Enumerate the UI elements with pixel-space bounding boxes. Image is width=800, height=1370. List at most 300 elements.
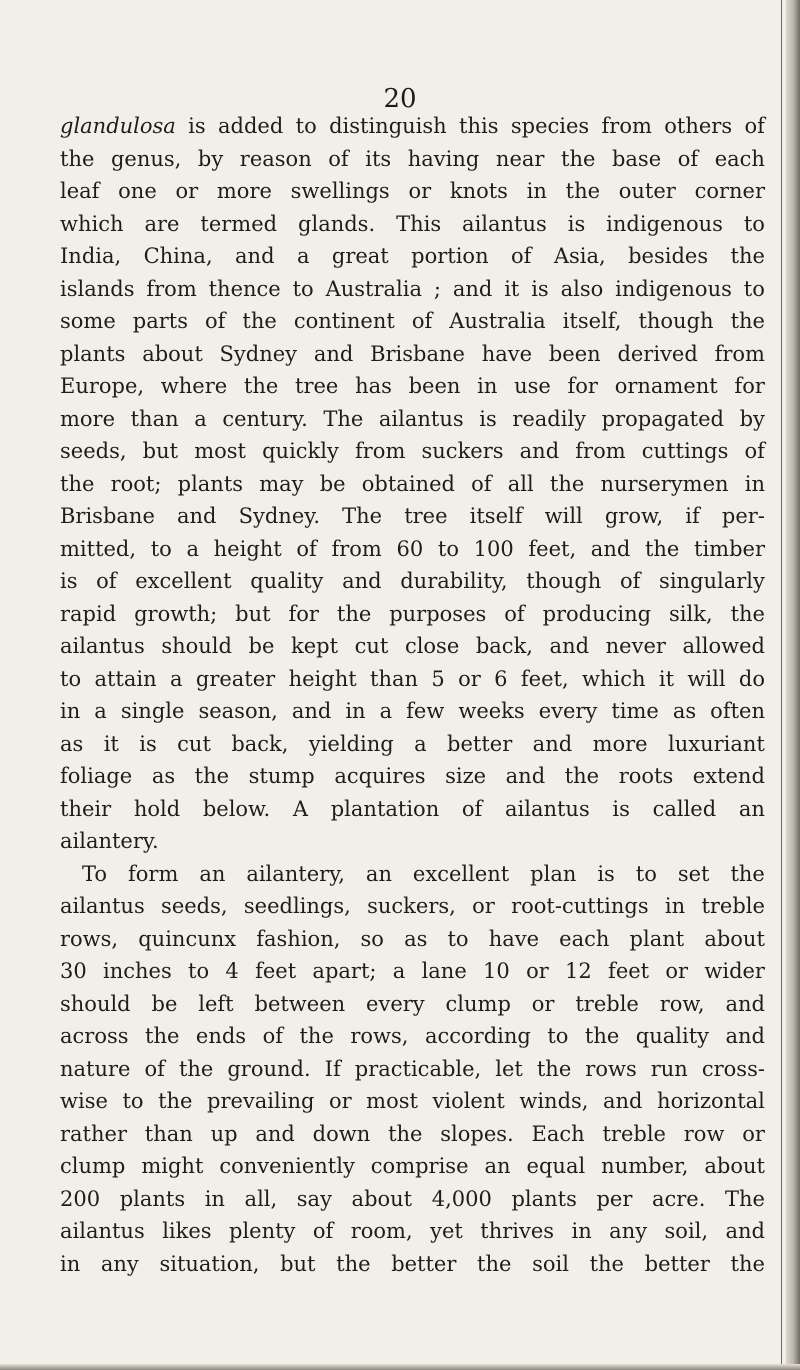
word: each bbox=[559, 926, 610, 951]
word: for bbox=[567, 374, 598, 398]
word: feet, bbox=[528, 536, 577, 561]
word: is bbox=[479, 406, 497, 431]
word: the bbox=[158, 1089, 193, 1113]
word: to bbox=[743, 276, 765, 301]
word: is bbox=[531, 276, 549, 301]
word: seedlings, bbox=[243, 894, 351, 918]
word: of bbox=[744, 439, 765, 463]
word: stump bbox=[248, 764, 315, 788]
word: treble bbox=[701, 894, 765, 918]
word: Sydney bbox=[219, 341, 298, 366]
word: an bbox=[365, 861, 392, 886]
word: is bbox=[567, 211, 586, 236]
word: soil bbox=[532, 1251, 569, 1276]
word: be bbox=[319, 471, 346, 496]
text-line bbox=[60, 468, 765, 501]
text-line bbox=[60, 1020, 765, 1053]
word: in bbox=[744, 471, 765, 496]
word: use bbox=[514, 374, 551, 398]
word: from bbox=[146, 276, 197, 301]
word: cuttings bbox=[641, 439, 729, 463]
word: a bbox=[186, 536, 199, 561]
word: durability, bbox=[400, 569, 508, 593]
word: to bbox=[447, 926, 469, 951]
word: which bbox=[60, 211, 124, 236]
word: To bbox=[82, 861, 108, 886]
word: islands bbox=[60, 276, 135, 301]
word: hold bbox=[133, 796, 181, 821]
word: back, bbox=[231, 731, 289, 756]
word: allowed bbox=[682, 634, 765, 658]
word: and bbox=[549, 634, 590, 658]
word: plan bbox=[530, 861, 577, 886]
word: set bbox=[677, 861, 710, 886]
word: is bbox=[139, 731, 157, 756]
word: size bbox=[445, 764, 487, 788]
text-line bbox=[60, 1150, 765, 1183]
word: great bbox=[331, 244, 389, 268]
text-line bbox=[60, 728, 765, 761]
word: any bbox=[100, 1251, 139, 1276]
word: or bbox=[408, 179, 432, 203]
word: lane bbox=[421, 959, 467, 983]
word: the bbox=[561, 146, 596, 171]
word: or bbox=[328, 1089, 352, 1113]
text-line bbox=[60, 110, 765, 143]
word: a bbox=[379, 699, 393, 723]
word: species bbox=[510, 114, 590, 138]
text-line bbox=[60, 403, 765, 436]
word: plants bbox=[60, 341, 126, 366]
word: ends bbox=[195, 1024, 247, 1048]
word: from bbox=[575, 439, 626, 463]
word: the bbox=[565, 179, 601, 203]
word: never bbox=[605, 634, 666, 658]
word: so bbox=[360, 926, 384, 951]
text-line bbox=[60, 1053, 765, 1086]
text-line bbox=[60, 955, 765, 988]
word: distinguish bbox=[329, 114, 447, 138]
text-line bbox=[60, 890, 765, 923]
word: every bbox=[538, 699, 598, 723]
word: quality bbox=[250, 569, 324, 593]
word: quality bbox=[635, 1024, 710, 1048]
word: rows, bbox=[60, 926, 119, 951]
word: and bbox=[725, 1024, 765, 1048]
text-line bbox=[60, 1085, 765, 1118]
word: having bbox=[407, 146, 480, 171]
word: room, bbox=[350, 1219, 413, 1243]
word: better bbox=[644, 1251, 710, 1276]
word: about bbox=[351, 1186, 413, 1211]
word: in bbox=[526, 179, 547, 203]
italic-word: glandulosa bbox=[60, 114, 176, 138]
word: have bbox=[481, 341, 533, 366]
word: cut bbox=[354, 634, 389, 658]
word: wise bbox=[60, 1089, 108, 1113]
word: likes bbox=[162, 1219, 212, 1243]
word: have bbox=[488, 926, 540, 951]
word: the bbox=[730, 244, 765, 268]
word: but bbox=[280, 1251, 316, 1276]
word: of bbox=[511, 244, 532, 268]
text-line bbox=[60, 1248, 765, 1281]
word: back, bbox=[475, 634, 533, 658]
word: in bbox=[664, 894, 686, 918]
word: row, bbox=[659, 991, 705, 1016]
word: of bbox=[461, 796, 483, 821]
word: though bbox=[526, 569, 602, 593]
word: comprise bbox=[370, 1154, 469, 1178]
word: the bbox=[242, 309, 277, 333]
word: is bbox=[612, 796, 630, 821]
word: Sydney. bbox=[238, 504, 321, 528]
word: ornament bbox=[614, 374, 718, 398]
word: nature bbox=[60, 1056, 131, 1081]
word: winds, bbox=[519, 1089, 589, 1113]
word: others bbox=[664, 114, 733, 138]
word: rather bbox=[60, 1121, 127, 1146]
word: wider bbox=[704, 959, 765, 983]
text-line bbox=[60, 663, 765, 696]
text-line bbox=[60, 858, 765, 891]
word: ground. bbox=[227, 1056, 311, 1081]
word: and bbox=[505, 764, 546, 788]
word: of bbox=[411, 309, 433, 333]
word: the bbox=[178, 1056, 214, 1081]
word: the bbox=[60, 471, 95, 496]
word: down bbox=[312, 1121, 371, 1146]
word: let bbox=[495, 1056, 523, 1081]
text-line bbox=[60, 630, 765, 663]
word: than bbox=[130, 406, 179, 431]
word: The bbox=[725, 1186, 765, 1211]
word: should bbox=[60, 991, 131, 1016]
word: ailantery. bbox=[60, 829, 159, 853]
word: called bbox=[652, 796, 717, 821]
word: Asia, bbox=[553, 244, 606, 268]
word: its bbox=[365, 146, 392, 171]
word: genus, bbox=[110, 146, 182, 171]
word: reason bbox=[239, 146, 312, 171]
word: a bbox=[94, 699, 107, 723]
word: tree bbox=[295, 374, 339, 398]
word: the bbox=[388, 1121, 423, 1146]
word: to bbox=[292, 276, 314, 301]
word: horizontal bbox=[657, 1089, 765, 1113]
word: outer bbox=[618, 179, 676, 203]
word: up bbox=[210, 1121, 238, 1146]
word: their bbox=[60, 796, 112, 821]
word: or bbox=[458, 666, 481, 691]
word: root-cuttings bbox=[511, 894, 649, 918]
word: cut bbox=[177, 731, 211, 756]
word: prevailing bbox=[207, 1089, 315, 1113]
word: the bbox=[194, 764, 230, 788]
word: and bbox=[590, 536, 631, 561]
text-line bbox=[60, 825, 765, 858]
word: in bbox=[477, 374, 498, 398]
page-number: 20 bbox=[383, 84, 417, 114]
word: the bbox=[549, 471, 585, 496]
text-line bbox=[60, 143, 765, 176]
word: and bbox=[532, 731, 573, 756]
word: quickly bbox=[262, 439, 339, 463]
word: clump bbox=[445, 991, 511, 1016]
word: feet bbox=[255, 959, 297, 983]
word: the bbox=[536, 1056, 572, 1081]
word: or bbox=[665, 959, 689, 983]
word: from bbox=[355, 439, 406, 463]
word: plenty bbox=[229, 1219, 296, 1243]
word: situation, bbox=[159, 1251, 260, 1276]
word: form bbox=[127, 861, 179, 886]
word: corner bbox=[694, 179, 765, 203]
text-line bbox=[60, 793, 765, 826]
word: conveniently bbox=[219, 1154, 355, 1178]
word: the bbox=[145, 1024, 180, 1048]
page-edge-line bbox=[781, 0, 782, 1370]
word: as bbox=[60, 731, 84, 756]
word: the bbox=[60, 146, 95, 171]
word: if bbox=[685, 504, 700, 528]
word: the bbox=[730, 601, 765, 626]
word: weeks bbox=[458, 699, 525, 723]
word: and bbox=[177, 504, 217, 528]
word: be bbox=[151, 991, 178, 1016]
word: to bbox=[437, 536, 459, 561]
word: to bbox=[122, 1089, 144, 1113]
word: producing bbox=[542, 601, 652, 626]
word: ailantus bbox=[60, 634, 145, 658]
word: termed bbox=[200, 211, 278, 236]
word: Brisbane bbox=[370, 341, 465, 366]
word: in bbox=[60, 699, 81, 723]
word: of bbox=[504, 601, 525, 626]
body-text bbox=[60, 110, 765, 1280]
word: grow, bbox=[604, 504, 664, 528]
word: indigenous bbox=[606, 211, 723, 236]
word: or bbox=[531, 991, 555, 1016]
word: height bbox=[288, 666, 357, 691]
word: root; bbox=[110, 471, 162, 496]
word: Australia bbox=[325, 276, 422, 301]
word: obtained bbox=[361, 471, 455, 496]
text-line bbox=[60, 240, 765, 273]
word: time bbox=[611, 699, 659, 723]
word: or bbox=[742, 1121, 765, 1146]
word: from bbox=[601, 114, 652, 138]
page-edge-shadow bbox=[786, 0, 800, 1370]
word: any bbox=[609, 1219, 648, 1243]
word: a bbox=[296, 244, 310, 268]
word: of bbox=[144, 1056, 165, 1081]
word: 6 bbox=[494, 666, 508, 691]
word: in bbox=[571, 1219, 592, 1243]
word: purposes bbox=[389, 601, 487, 626]
word: of bbox=[677, 146, 699, 171]
word: by bbox=[739, 406, 765, 431]
word: 4 bbox=[225, 959, 239, 983]
word: most bbox=[366, 1089, 418, 1113]
word: Brisbane bbox=[60, 504, 155, 528]
word: ailantus bbox=[462, 211, 547, 236]
word: will bbox=[687, 666, 726, 691]
text-line bbox=[60, 565, 765, 598]
word: parts bbox=[132, 309, 188, 333]
word: or bbox=[472, 894, 495, 918]
word: base bbox=[611, 146, 662, 171]
text-line bbox=[60, 208, 765, 241]
word: according bbox=[424, 1024, 531, 1048]
word: indigenous bbox=[615, 276, 732, 301]
word: besides bbox=[628, 244, 709, 268]
word: below. bbox=[202, 796, 271, 821]
word: timber bbox=[694, 536, 765, 561]
word: a bbox=[169, 666, 183, 691]
word: plant bbox=[629, 926, 685, 951]
word: If bbox=[324, 1056, 341, 1081]
text-line bbox=[60, 370, 765, 403]
word: treble bbox=[602, 1121, 666, 1146]
word: but bbox=[142, 439, 179, 463]
word: is bbox=[188, 114, 206, 138]
word: nurserymen bbox=[600, 471, 729, 496]
word: Each bbox=[531, 1121, 585, 1146]
word: few bbox=[406, 699, 445, 723]
word: excellent bbox=[135, 569, 232, 593]
text-line bbox=[60, 1183, 765, 1216]
word: practicable, bbox=[354, 1056, 482, 1081]
word: glands. bbox=[298, 211, 376, 236]
word: as bbox=[151, 764, 176, 788]
text-line bbox=[60, 175, 765, 208]
word: 30 bbox=[60, 959, 87, 983]
word: feet bbox=[608, 959, 650, 983]
word: this bbox=[459, 114, 499, 138]
word: Australia bbox=[449, 309, 546, 333]
word: of bbox=[471, 471, 492, 496]
word: the bbox=[589, 1251, 624, 1276]
word: by bbox=[197, 146, 224, 171]
word: be bbox=[248, 634, 275, 658]
word: ailantus bbox=[378, 406, 464, 431]
word: clump bbox=[60, 1154, 126, 1178]
word: single bbox=[120, 699, 185, 723]
word: the bbox=[336, 601, 372, 626]
word: per- bbox=[721, 504, 765, 528]
word: close bbox=[404, 634, 460, 658]
word: has bbox=[355, 374, 392, 398]
word: roots bbox=[618, 764, 674, 788]
word: excellent bbox=[412, 861, 510, 886]
word: suckers, bbox=[367, 894, 456, 918]
word: a bbox=[194, 406, 207, 431]
word: foliage bbox=[60, 764, 133, 788]
word: the bbox=[336, 1251, 371, 1276]
word: are bbox=[144, 211, 180, 236]
word: knots bbox=[449, 179, 508, 203]
word: a bbox=[414, 731, 427, 756]
word: might bbox=[141, 1154, 204, 1178]
word: mitted, bbox=[60, 536, 137, 561]
word: more bbox=[592, 731, 648, 756]
word: and bbox=[235, 244, 275, 268]
word: better bbox=[447, 731, 513, 756]
word: of bbox=[96, 569, 117, 593]
word: The bbox=[342, 504, 383, 528]
word: portion bbox=[411, 244, 489, 268]
word: the bbox=[243, 374, 279, 398]
word: continent bbox=[293, 309, 395, 333]
word: in bbox=[204, 1186, 225, 1211]
text-line bbox=[60, 273, 765, 306]
word: of bbox=[296, 536, 317, 561]
word: the bbox=[730, 309, 765, 333]
word: tree bbox=[404, 504, 448, 528]
word: and bbox=[255, 1121, 295, 1146]
word: growth; bbox=[134, 601, 218, 626]
word: than bbox=[144, 1121, 193, 1146]
word: than bbox=[370, 666, 419, 691]
word: been bbox=[408, 374, 461, 398]
word: may bbox=[259, 471, 304, 496]
word: left bbox=[198, 991, 234, 1016]
word: season, bbox=[198, 699, 278, 723]
word: to bbox=[547, 1024, 569, 1048]
word: fashion, bbox=[256, 926, 341, 951]
word: This bbox=[396, 211, 442, 236]
word: and bbox=[725, 991, 765, 1016]
word: an bbox=[738, 796, 765, 821]
word: it bbox=[504, 276, 520, 301]
word: slopes. bbox=[440, 1121, 514, 1146]
word: which bbox=[582, 666, 646, 691]
word: acquires bbox=[334, 764, 426, 788]
word: seeds, bbox=[60, 439, 127, 463]
word: more bbox=[216, 179, 272, 203]
word: silk, bbox=[669, 601, 713, 626]
word: 100 bbox=[473, 536, 514, 561]
word: of bbox=[312, 1219, 334, 1243]
word: 200 bbox=[60, 1186, 101, 1211]
word: thrives bbox=[480, 1219, 555, 1243]
word: the bbox=[584, 1024, 620, 1048]
word: is bbox=[597, 861, 615, 886]
text-line bbox=[60, 305, 765, 338]
word: yielding bbox=[308, 731, 394, 756]
word: all, bbox=[244, 1186, 278, 1211]
word: every bbox=[366, 991, 425, 1016]
word: plants bbox=[119, 1186, 186, 1211]
word: often bbox=[710, 699, 765, 723]
text-line bbox=[60, 695, 765, 728]
word: the bbox=[477, 1251, 512, 1276]
word: to bbox=[295, 114, 317, 138]
word: plants bbox=[511, 1186, 577, 1211]
word: apart; bbox=[312, 959, 377, 983]
word: of bbox=[744, 114, 765, 138]
word: the bbox=[730, 1251, 765, 1276]
word: itself bbox=[469, 504, 523, 528]
word: and bbox=[342, 569, 382, 593]
word: 10 bbox=[483, 959, 510, 983]
word: or bbox=[526, 959, 549, 983]
word: height bbox=[213, 536, 282, 561]
word: extend bbox=[692, 764, 765, 788]
word: 5 bbox=[431, 666, 445, 691]
word: about bbox=[704, 1154, 765, 1178]
